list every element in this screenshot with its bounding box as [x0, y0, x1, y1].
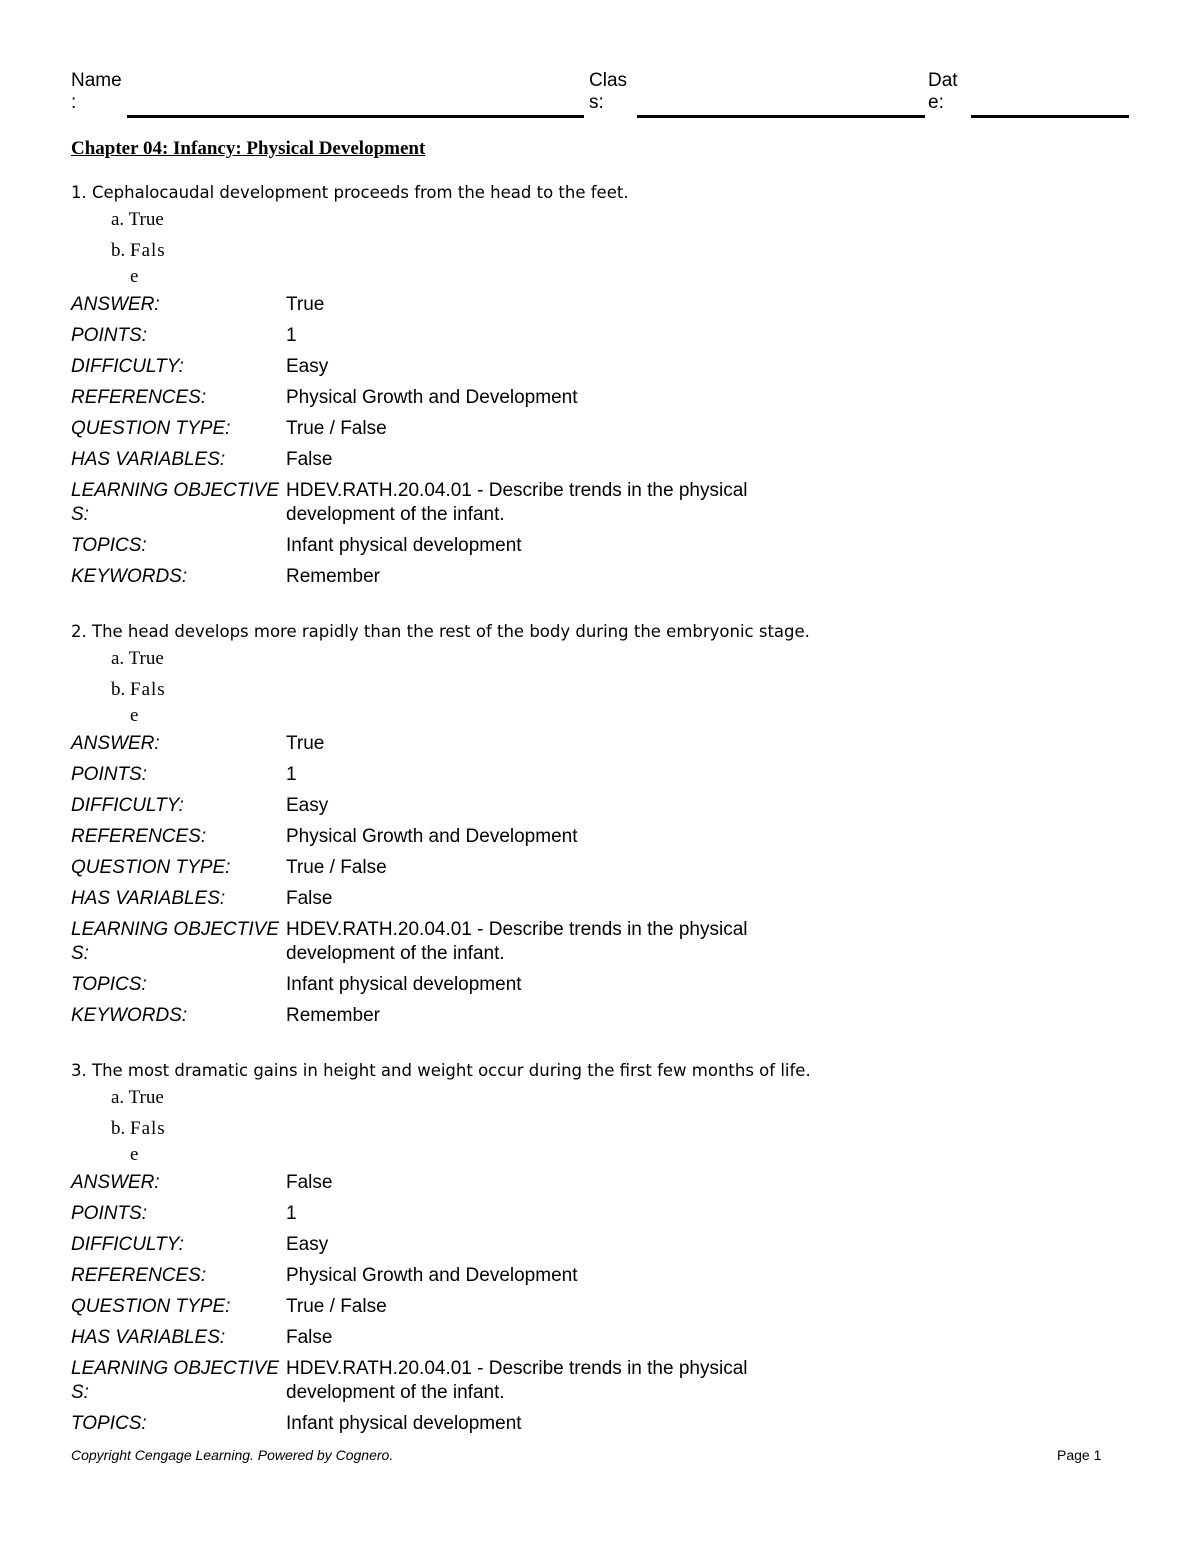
- meta-points: POINTS: 1: [71, 325, 297, 346]
- meta-difficulty: DIFFICULTY: Easy: [71, 356, 329, 377]
- footer-copyright: Copyright Cengage Learning. Powered by Cognero.: [71, 1447, 394, 1463]
- meta-answer: ANSWER: False: [71, 1172, 333, 1193]
- meta-has-variables: HAS VARIABLES: False: [71, 449, 333, 470]
- date-label-colon: e:: [928, 92, 944, 113]
- question-3: [71, 1061, 1131, 1443]
- meta-learning-objectives: LEARNING OBJECTIVES: HDEV.RATH.20.04.01 - Describe trends in the physical development of the infant.: [71, 1358, 748, 1403]
- meta-has-variables: HAS VARIABLES: False: [71, 888, 333, 909]
- name-label: [71, 70, 122, 114]
- name-field[interactable]: [127, 115, 584, 118]
- meta-points: POINTS: 1: [71, 764, 297, 785]
- meta-difficulty: DIFFICULTY: Easy: [71, 1234, 329, 1255]
- choice-a: a. True: [111, 1087, 164, 1108]
- meta-references: REFERENCES: Physical Growth and Development: [71, 826, 578, 847]
- meta-has-variables: HAS VARIABLES: False: [71, 1327, 333, 1348]
- class-label: [589, 70, 627, 114]
- question-stem: 1. Cephalocaudal development proceeds from the head to the feet.: [71, 183, 629, 202]
- date-label: [928, 70, 958, 114]
- meta-answer: ANSWER: True: [71, 733, 325, 754]
- choice-b: b. False: [111, 1118, 166, 1165]
- question-2: [71, 622, 1131, 1035]
- meta-answer: ANSWER: True: [71, 294, 325, 315]
- date-label-text: Dat: [928, 70, 958, 91]
- choice-b: b. False: [111, 679, 166, 726]
- meta-references: REFERENCES: Physical Growth and Development: [71, 1265, 578, 1286]
- meta-keywords: KEYWORDS: Remember: [71, 1005, 380, 1026]
- name-label-text: Name: [71, 70, 122, 91]
- page-number: Page 1: [1057, 1447, 1102, 1463]
- meta-learning-objectives: LEARNING OBJECTIVES: HDEV.RATH.20.04.01 - Describe trends in the physical development of the infant.: [71, 480, 748, 525]
- choice-a: a. True: [111, 648, 164, 669]
- chapter-title: Chapter 04: Infancy: Physical Development: [71, 138, 426, 159]
- meta-points: POINTS: 1: [71, 1203, 297, 1224]
- choice-a: a. True: [111, 209, 164, 230]
- meta-question-type: QUESTION TYPE: True / False: [71, 418, 387, 439]
- meta-learning-objectives: LEARNING OBJECTIVES: HDEV.RATH.20.04.01 - Describe trends in the physical development of the infant.: [71, 919, 748, 964]
- class-field[interactable]: [637, 115, 925, 118]
- name-label-colon: :: [71, 92, 77, 113]
- meta-topics: TOPICS: Infant physical development: [71, 535, 522, 556]
- question-1: [71, 183, 1131, 596]
- meta-references: REFERENCES: Physical Growth and Development: [71, 387, 578, 408]
- meta-keywords: KEYWORDS: Remember: [71, 566, 380, 587]
- meta-question-type: QUESTION TYPE: True / False: [71, 857, 387, 878]
- date-field[interactable]: [971, 115, 1129, 118]
- question-stem: 3. The most dramatic gains in height and weight occur during the first few months of life.: [71, 1061, 811, 1080]
- choice-b: b. False: [111, 240, 166, 287]
- class-label-colon: s:: [589, 92, 604, 113]
- meta-difficulty: DIFFICULTY: Easy: [71, 795, 329, 816]
- class-label-text: Clas: [589, 70, 628, 91]
- question-stem: 2. The head develops more rapidly than the rest of the body during the embryonic stage.: [71, 622, 810, 641]
- meta-question-type: QUESTION TYPE: True / False: [71, 1296, 387, 1317]
- meta-topics: TOPICS: Infant physical development: [71, 1413, 522, 1434]
- meta-topics: TOPICS: Infant physical development: [71, 974, 522, 995]
